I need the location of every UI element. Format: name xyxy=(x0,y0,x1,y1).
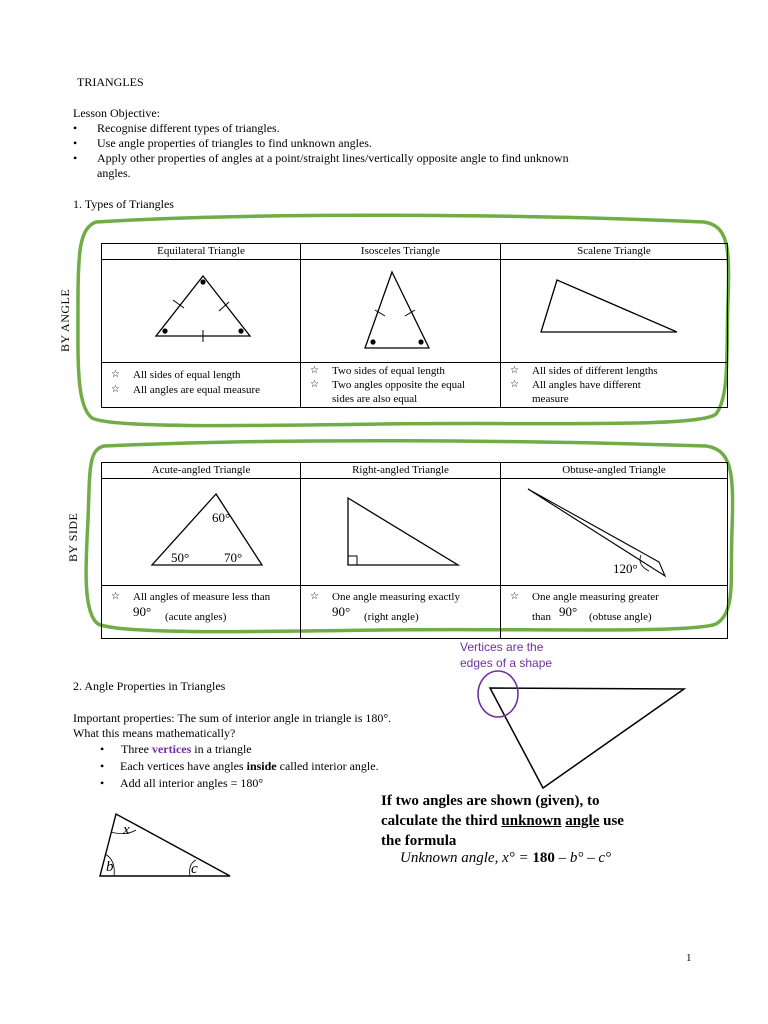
objective-text: Use angle properties of triangles to find unknown angles. xyxy=(97,136,372,150)
objective-text: Apply other properties of angles at a point/straight lines/vertically opposite angle to find unknown xyxy=(97,151,569,165)
header-equilateral: Equilateral Triangle xyxy=(102,244,301,260)
property-value: 90° xyxy=(133,604,152,619)
header-scalene: Scalene Triangle xyxy=(501,244,728,260)
isosceles-properties xyxy=(301,363,501,408)
right-figure-cell xyxy=(301,479,501,586)
angle-label-c: c xyxy=(191,861,198,877)
bullet: • xyxy=(100,742,105,756)
text-part: use xyxy=(599,813,624,829)
bullet: • xyxy=(100,759,105,773)
star-icon: ☆ xyxy=(510,591,519,602)
text-part: in a triangle xyxy=(191,742,252,756)
bullet: • xyxy=(73,121,78,135)
property-text: than xyxy=(532,611,551,623)
star-icon: ☆ xyxy=(111,384,120,395)
bullet: • xyxy=(73,136,78,150)
triangle-types-table-2 xyxy=(101,462,728,639)
right-triangle-figure xyxy=(301,479,501,582)
property-bullet-text: Add all interior angles = 180° xyxy=(120,776,264,790)
header-obtuse: Obtuse-angled Triangle xyxy=(501,463,728,479)
header-acute: Acute-angled Triangle xyxy=(102,463,301,479)
header-isosceles: Isosceles Triangle xyxy=(301,244,501,260)
acute-figure-cell xyxy=(102,479,301,586)
property-text: Two sides of equal length xyxy=(332,365,445,377)
text-part: called interior angle. xyxy=(276,759,379,773)
equilateral-properties xyxy=(102,363,301,408)
property-value: 90° xyxy=(559,604,578,619)
vertices-note-line: edges of a shape xyxy=(460,656,553,670)
objective-text: Recognise different types of triangles. xyxy=(97,121,280,135)
obtuse-properties xyxy=(501,586,728,639)
vertices-diagram xyxy=(470,668,700,796)
right-properties xyxy=(301,586,501,639)
by-angle-label: BY ANGLE xyxy=(58,288,72,352)
text-part: Three xyxy=(121,742,152,756)
acute-properties xyxy=(102,586,301,639)
scalene-properties xyxy=(501,363,728,408)
obtuse-figure-cell xyxy=(501,479,728,586)
angle-label-50: 50° xyxy=(171,550,190,565)
angle-label-b: b xyxy=(106,859,114,875)
star-icon: ☆ xyxy=(310,365,319,376)
property-text: (obtuse angle) xyxy=(589,611,652,623)
star-icon: ☆ xyxy=(510,379,519,390)
isosceles-triangle-figure xyxy=(301,260,501,359)
labeled-triangle-diagram xyxy=(90,808,240,880)
formula-line-1: If two angles are shown (given), to xyxy=(381,793,600,809)
angle-label-70: 70° xyxy=(224,550,243,565)
vertices-note-line: Vertices are the xyxy=(460,640,544,654)
star-icon: ☆ xyxy=(111,591,120,602)
page-title: TRIANGLES xyxy=(77,75,144,89)
isosceles-figure-cell xyxy=(301,260,501,363)
equation-180: 180 xyxy=(532,850,555,866)
properties-line-1: Important properties: The sum of interior angle in triangle is 180°. xyxy=(73,711,392,725)
bullet: • xyxy=(100,776,105,790)
equilateral-figure-cell xyxy=(102,260,301,363)
formula-equation xyxy=(400,850,611,867)
scalene-triangle-figure xyxy=(501,260,728,359)
star-icon: ☆ xyxy=(310,379,319,390)
underlined-angle: angle xyxy=(565,813,600,829)
property-text: All sides of different lengths xyxy=(532,365,658,377)
section-heading-properties: 2. Angle Properties in Triangles xyxy=(73,679,226,693)
property-text: measure xyxy=(532,393,569,405)
equation-lhs: Unknown angle, x° = xyxy=(400,850,533,866)
property-bullet-text xyxy=(120,759,379,774)
highlight-inside: inside xyxy=(246,759,277,773)
property-text: (acute angles) xyxy=(165,611,227,623)
star-icon: ☆ xyxy=(310,591,319,602)
equilateral-triangle-figure xyxy=(102,260,301,359)
angle-label-120: 120° xyxy=(613,561,638,576)
underlined-unknown: unknown xyxy=(501,813,562,829)
triangle-types-table-1 xyxy=(101,243,728,408)
star-icon: ☆ xyxy=(510,365,519,376)
angle-label-x: x xyxy=(123,822,130,838)
property-text: sides are also equal xyxy=(332,393,418,405)
property-value: 90° xyxy=(332,604,351,619)
header-right: Right-angled Triangle xyxy=(301,463,501,479)
formula-line-2 xyxy=(381,811,624,831)
acute-triangle-figure xyxy=(102,479,301,582)
obtuse-triangle-figure xyxy=(501,479,728,582)
formula-line-3: the formula xyxy=(381,833,457,849)
property-text: All angles of measure less than xyxy=(133,591,271,603)
property-text: One angle measuring greater xyxy=(532,591,659,603)
star-icon: ☆ xyxy=(111,369,120,380)
section-heading-types: 1. Types of Triangles xyxy=(73,197,174,211)
property-text: All sides of equal length xyxy=(133,369,241,381)
property-text: (right angle) xyxy=(364,611,419,623)
vertices-note xyxy=(460,639,552,671)
text-part: calculate the third xyxy=(381,813,502,829)
property-text: All angles are equal measure xyxy=(133,384,261,396)
angle-label-60: 60° xyxy=(212,510,231,525)
property-text: All angles have different xyxy=(532,379,641,391)
text-part: Each vertices have angles xyxy=(120,759,247,773)
objective-text-continued: angles. xyxy=(97,166,131,180)
bullet: • xyxy=(73,151,78,165)
property-text: Two angles opposite the equal xyxy=(332,379,466,391)
property-text: One angle measuring exactly xyxy=(332,591,460,603)
equation-rhs: – b° – c° xyxy=(554,850,612,866)
property-bullet-text xyxy=(121,742,252,757)
highlight-vertices: vertices xyxy=(151,742,192,756)
scalene-figure-cell xyxy=(501,260,728,363)
page-number: 1 xyxy=(686,952,692,964)
properties-line-2: What this means mathematically? xyxy=(73,726,236,740)
objective-heading: Lesson Objective: xyxy=(73,106,160,120)
by-side-label: BY SIDE xyxy=(66,512,80,562)
